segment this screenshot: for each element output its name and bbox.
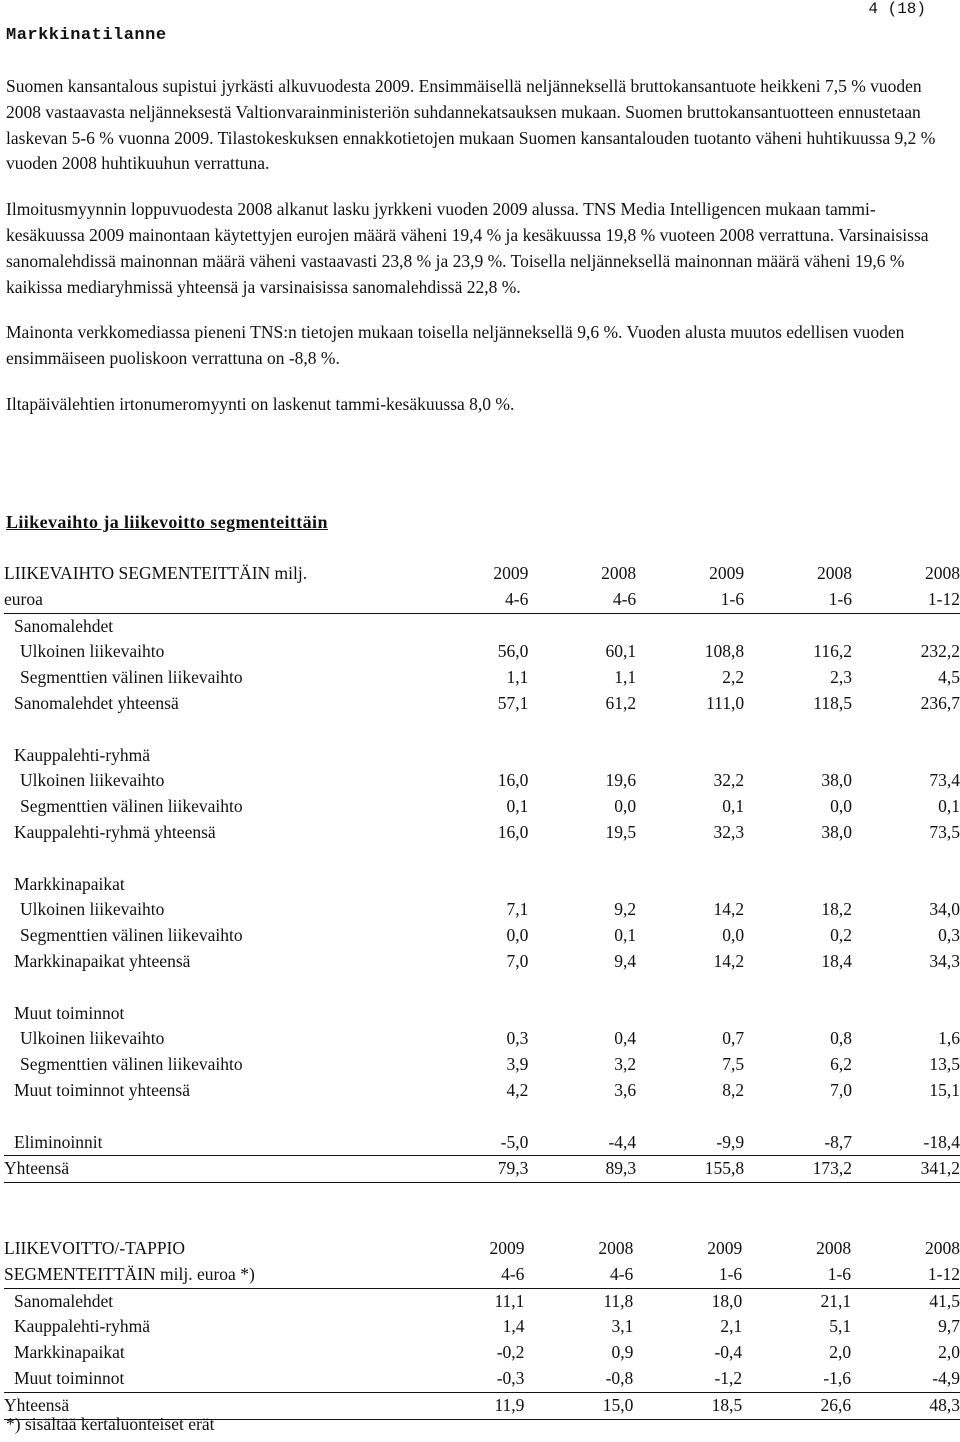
- cell-value: 2008: [601, 563, 637, 583]
- header-row: [4, 561, 960, 587]
- cell-value: -4,9: [851, 1366, 960, 1392]
- cell-value: 57,1: [497, 692, 529, 713]
- header-row: [4, 1262, 960, 1288]
- cell-value: -18,4: [852, 1130, 960, 1156]
- cell-value: 1,4: [502, 1316, 525, 1337]
- table-row: [4, 897, 960, 923]
- section-title-segments: Liikevaihto ja liikevoitto segmenteittäin: [6, 512, 328, 532]
- cell-value: 2009: [489, 1238, 525, 1258]
- cell-value: 2008: [816, 1238, 852, 1258]
- cell-value: 0,1: [506, 796, 529, 817]
- row-label: euroa: [4, 587, 417, 613]
- spacer-row: [4, 975, 960, 1001]
- cell-value: 48,3: [851, 1392, 960, 1419]
- cell-value: 15,0: [524, 1392, 633, 1419]
- row-label: Yhteensä: [4, 1392, 412, 1419]
- cell-value: 73,4: [929, 770, 960, 791]
- cell-value: [417, 1001, 529, 1027]
- spacer-row: [4, 846, 960, 872]
- cell-value: 18,0: [711, 1290, 743, 1311]
- table-row: [4, 1366, 960, 1392]
- cell-value: 118,5: [813, 692, 853, 713]
- cell-value: 34,0: [929, 899, 960, 920]
- cell-value: 0,2: [830, 925, 853, 946]
- cell-value: 14,2: [713, 950, 745, 971]
- cell-value: 16,0: [497, 821, 529, 842]
- cell-value: 32,3: [713, 821, 745, 842]
- cell-value: 4-6: [528, 587, 636, 613]
- cell-value: 3,9: [506, 1054, 529, 1075]
- row-label: Kauppalehti-ryhmä yhteensä: [14, 821, 216, 842]
- cell-value: 1,6: [938, 1028, 960, 1049]
- cell-value: 0,9: [611, 1342, 634, 1363]
- cell-value: 0,7: [722, 1028, 745, 1049]
- cell-value: [744, 1001, 852, 1027]
- cell-value: [528, 1001, 636, 1027]
- cell-value: [744, 743, 852, 769]
- cell-value: 1,1: [506, 667, 529, 688]
- cell-value: 19,6: [605, 770, 637, 791]
- row-label: Segmenttien välinen liikevaihto: [20, 925, 243, 946]
- cell-value: -0,2: [496, 1342, 525, 1363]
- table-row: [4, 768, 960, 794]
- cell-value: [528, 743, 636, 769]
- cell-value: 1-12: [851, 1262, 960, 1288]
- paragraph: Mainonta verkkomediassa pieneni TNS:n tietojen mukaan toisella neljänneksellä 9,6 %. Vuoden alusta muutos edellisen vuoden ensimmäiseen puoliskoon verrattuna on -8,8 %.: [6, 322, 905, 369]
- table-row: [4, 1026, 960, 1052]
- cell-value: 9,4: [614, 950, 637, 971]
- paragraph: Suomen kansantalous supistui jyrkästi alkuvuodesta 2009. Ensimmäisellä neljänneksellä bruttokansantuote heikkeni 7,5 % vuoden 2008 vastaavasta neljänneksestä Valtionvarainministeriön suhdannekatsauksen mukaan. Suomen bruttokansantuotteen ennustetaan laskevan 5-6 % vuonna 2009. Tilastokeskuksen ennakkotietojen mukaan Suomen kansantalouden tuotanto väheni huhtikuussa 9,2 % vuoden 2008 huhtikuuhun verrattuna.: [6, 76, 936, 174]
- cell-value: [636, 743, 744, 769]
- cell-value: -1,6: [742, 1366, 851, 1392]
- cell-value: 0,1: [938, 796, 960, 817]
- cell-value: 79,3: [417, 1156, 529, 1183]
- cell-value: -0,3: [412, 1366, 525, 1392]
- cell-value: 21,1: [820, 1290, 852, 1311]
- page-number: 4 (18): [868, 0, 926, 18]
- group-total-row: [4, 949, 960, 975]
- cell-value: [528, 613, 636, 639]
- row-label: Sanomalehdet: [14, 1290, 114, 1311]
- cell-value: 0,1: [722, 796, 745, 817]
- cell-value: [744, 613, 852, 639]
- row-label: Segmenttien välinen liikevaihto: [20, 667, 243, 688]
- cell-value: 4-6: [417, 587, 529, 613]
- row-label: Markkinapaikat yhteensä: [14, 950, 191, 971]
- eliminations-row: [4, 1130, 960, 1156]
- cell-value: 7,1: [506, 899, 529, 920]
- row-label: Segmenttien välinen liikevaihto: [20, 796, 243, 817]
- header-row: [4, 1236, 960, 1262]
- cell-value: 1-6: [636, 587, 744, 613]
- cell-value: 61,2: [605, 692, 637, 713]
- cell-value: 0,0: [830, 796, 853, 817]
- table-row: [4, 1288, 960, 1314]
- row-label: Segmenttien välinen liikevaihto: [20, 1054, 243, 1075]
- cell-value: 2,3: [830, 667, 853, 688]
- cell-value: [528, 872, 636, 898]
- cell-value: 32,2: [713, 770, 745, 791]
- cell-value: 236,7: [920, 692, 960, 713]
- cell-value: 13,5: [929, 1054, 960, 1075]
- cell-value: -1,2: [633, 1366, 742, 1392]
- row-label: Sanomalehdet yhteensä: [14, 692, 179, 713]
- group-title-row: [4, 613, 960, 639]
- cell-value: 19,5: [605, 821, 637, 842]
- group-total-row: [4, 820, 960, 846]
- table-row: [4, 923, 960, 949]
- cell-value: 6,2: [830, 1054, 853, 1075]
- cell-value: 111,0: [706, 692, 745, 713]
- cell-value: 2,1: [720, 1316, 743, 1337]
- row-label: Kauppalehti-ryhmä: [14, 744, 151, 765]
- cell-value: 1-12: [852, 587, 960, 613]
- group-title-row: [4, 1001, 960, 1027]
- cell-value: 38,0: [821, 770, 853, 791]
- cell-value: 60,1: [605, 641, 637, 662]
- row-label: Markkinapaikat: [14, 1342, 125, 1363]
- operating-profit-by-segment-table: [4, 1236, 960, 1420]
- cell-value: -0,8: [524, 1366, 633, 1392]
- cell-value: [636, 1001, 744, 1027]
- row-label: LIIKEVAIHTO SEGMENTEITTÄIN milj.: [4, 563, 308, 583]
- cell-value: -5,0: [417, 1130, 529, 1156]
- cell-value: 155,8: [636, 1156, 744, 1183]
- cell-value: 15,1: [929, 1079, 960, 1100]
- cell-value: 73,5: [929, 821, 960, 842]
- cell-value: 18,4: [821, 950, 853, 971]
- cell-value: 16,0: [497, 770, 529, 791]
- group-total-row: [4, 691, 960, 717]
- cell-value: 4-6: [524, 1262, 633, 1288]
- cell-value: 3,2: [614, 1054, 637, 1075]
- cell-value: 11,1: [494, 1290, 525, 1311]
- cell-value: 341,2: [852, 1156, 960, 1183]
- cell-value: [852, 1001, 960, 1027]
- cell-value: 1-6: [742, 1262, 851, 1288]
- header-row: [4, 587, 960, 613]
- row-label: Muut toiminnot: [14, 1002, 125, 1023]
- section-heading-market: Markkinatilanne: [6, 26, 167, 45]
- cell-value: [636, 872, 744, 898]
- cell-value: -4,4: [528, 1130, 636, 1156]
- cell-value: 0,3: [938, 925, 960, 946]
- row-label: Sanomalehdet: [14, 615, 114, 636]
- cell-value: 1,1: [614, 667, 637, 688]
- table-row: [4, 1340, 960, 1366]
- cell-value: 232,2: [920, 641, 960, 662]
- group-total-row: [4, 1078, 960, 1104]
- cell-value: 2008: [598, 1238, 634, 1258]
- cell-value: 108,8: [704, 641, 745, 662]
- cell-value: 173,2: [744, 1156, 852, 1183]
- cell-value: [852, 743, 960, 769]
- cell-value: [852, 613, 960, 639]
- cell-value: 5,1: [829, 1316, 852, 1337]
- cell-value: 0,0: [506, 925, 529, 946]
- row-label: LIIKEVOITTO/-TAPPIO: [4, 1238, 186, 1258]
- paragraph: Iltapäivälehtien irtonumeromyynti on laskenut tammi-kesäkuussa 8,0 %.: [6, 393, 515, 414]
- cell-value: -9,9: [636, 1130, 744, 1156]
- group-title-row: [4, 743, 960, 769]
- cell-value: -8,7: [744, 1130, 852, 1156]
- revenue-by-segment-table: [4, 561, 960, 1183]
- footnote: *) sisältää kertaluonteiset erät: [6, 1414, 215, 1434]
- table-row: [4, 1052, 960, 1078]
- cell-value: 4,2: [506, 1079, 529, 1100]
- body-text: [6, 74, 946, 438]
- cell-value: 116,2: [813, 641, 853, 662]
- cell-value: -0,4: [714, 1342, 743, 1363]
- cell-value: 8,2: [722, 1079, 745, 1100]
- cell-value: [744, 872, 852, 898]
- cell-value: 89,3: [528, 1156, 636, 1183]
- cell-value: 4,5: [938, 667, 960, 688]
- row-label: Eliminoinnit: [4, 1130, 417, 1156]
- cell-value: [417, 613, 529, 639]
- cell-value: 0,1: [614, 925, 637, 946]
- cell-value: 9,2: [614, 899, 637, 920]
- cell-value: 2008: [925, 1238, 960, 1258]
- cell-value: 2009: [493, 563, 529, 583]
- cell-value: [417, 743, 529, 769]
- row-label: Ulkoinen liikevaihto: [20, 899, 165, 920]
- cell-value: 1-6: [744, 587, 852, 613]
- row-label: Muut toiminnot yhteensä: [14, 1079, 190, 1100]
- cell-value: [417, 872, 529, 898]
- cell-value: [636, 613, 744, 639]
- paragraph: Ilmoitusmyynnin loppuvuodesta 2008 alkanut lasku jyrkkeni vuoden 2009 alussa. TNS Media Intelligencen mukaan tammi-kesäkuussa 2009 mainontaan käytettyjen eurojen määrä väheni 19,4 % ja kesäkuussa 19,8 % vuoteen 2008 verrattuna. Varsinaisissa sanomalehdissä mainonnan määrä väheni vastaavasti 23,8 % ja 23,9 %. Toisella neljänneksellä mainonnan määrä väheni 19,6 % kaikissa mediaryhmissä yhteensä ja varsinaisissa sanomalehdissä 22,8 %.: [6, 199, 929, 297]
- cell-value: 7,0: [506, 950, 529, 971]
- table-row: [4, 639, 960, 665]
- cell-value: 7,0: [830, 1079, 853, 1100]
- cell-value: 2,0: [938, 1342, 960, 1363]
- row-label: Ulkoinen liikevaihto: [20, 1028, 165, 1049]
- row-label: Kauppalehti-ryhmä: [14, 1316, 151, 1337]
- cell-value: 26,6: [742, 1392, 851, 1419]
- row-label: Ulkoinen liikevaihto: [20, 641, 165, 662]
- cell-value: 2008: [817, 563, 853, 583]
- spacer-row: [4, 717, 960, 743]
- cell-value: 2009: [707, 1238, 743, 1258]
- cell-value: [852, 872, 960, 898]
- cell-value: 0,0: [722, 925, 745, 946]
- cell-value: 1-6: [633, 1262, 742, 1288]
- cell-value: 7,5: [722, 1054, 745, 1075]
- cell-value: 9,7: [938, 1316, 960, 1337]
- cell-value: 0,3: [506, 1028, 529, 1049]
- cell-value: 2,2: [722, 667, 745, 688]
- cell-value: 2,0: [829, 1342, 852, 1363]
- cell-value: 3,1: [611, 1316, 634, 1337]
- table-row: [4, 794, 960, 820]
- row-label: Markkinapaikat: [14, 873, 125, 894]
- cell-value: 56,0: [497, 641, 529, 662]
- cell-value: 3,6: [614, 1079, 637, 1100]
- row-label: SEGMENTEITTÄIN milj. euroa *): [4, 1262, 412, 1288]
- row-label: Yhteensä: [4, 1156, 417, 1183]
- table-row: [4, 665, 960, 691]
- cell-value: 38,0: [821, 821, 853, 842]
- cell-value: 11,9: [412, 1392, 525, 1419]
- cell-value: 11,8: [603, 1290, 634, 1311]
- grand-total-row: [4, 1156, 960, 1183]
- cell-value: 18,5: [633, 1392, 742, 1419]
- cell-value: 0,8: [830, 1028, 853, 1049]
- spacer-row: [4, 1104, 960, 1130]
- cell-value: 34,3: [929, 950, 960, 971]
- row-label: Ulkoinen liikevaihto: [20, 770, 165, 791]
- cell-value: 4-6: [412, 1262, 525, 1288]
- cell-value: 14,2: [713, 899, 745, 920]
- row-label: Muut toiminnot: [4, 1366, 412, 1392]
- group-title-row: [4, 872, 960, 898]
- cell-value: 41,5: [929, 1290, 960, 1311]
- cell-value: 2009: [709, 563, 745, 583]
- table-row: [4, 1314, 960, 1340]
- cell-value: 18,2: [821, 899, 853, 920]
- cell-value: 0,4: [614, 1028, 637, 1049]
- cell-value: 0,0: [614, 796, 637, 817]
- cell-value: 2008: [925, 563, 960, 583]
